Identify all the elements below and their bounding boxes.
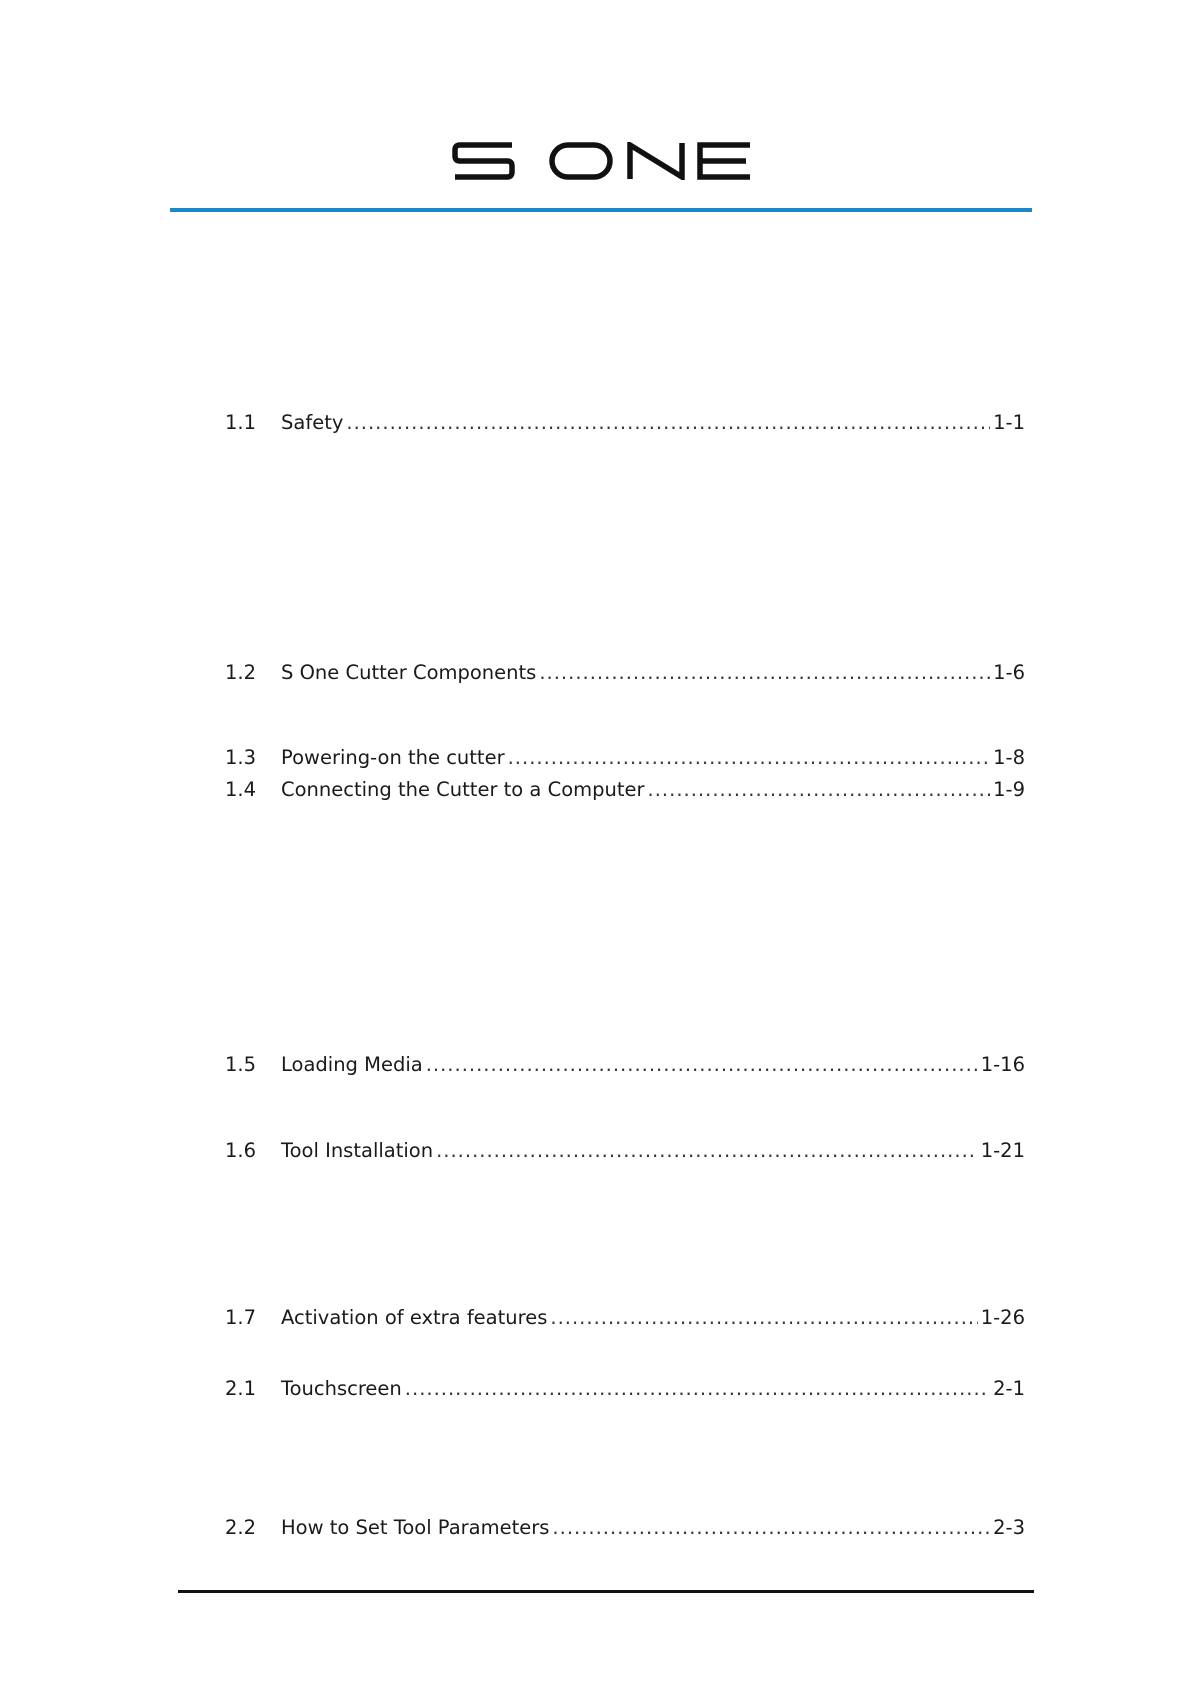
toc-entry[interactable]	[225, 1136, 1025, 1166]
toc-entry-number: 1.7	[225, 1306, 257, 1329]
toc-entry-page: 1-26	[980, 1306, 1025, 1329]
toc-entry[interactable]	[225, 743, 1025, 773]
toc-entry-number: 1.1	[225, 411, 257, 434]
toc-entry-title: Safety	[281, 411, 344, 434]
toc-entry-title: Loading Media	[281, 1053, 423, 1076]
toc-entry-page: 1-1	[993, 411, 1025, 434]
s-one-logo	[452, 142, 754, 180]
footer-rule	[178, 1590, 1034, 1593]
toc-entry-title: Tool Installation	[281, 1139, 434, 1162]
toc-entry[interactable]	[225, 1513, 1025, 1543]
toc-entry-number: 2.2	[225, 1516, 257, 1539]
toc-leader-dots	[648, 775, 991, 805]
toc-entry-number: 1.4	[225, 778, 257, 801]
toc-entry-page: 2-3	[993, 1516, 1025, 1539]
toc-entry-title: Touchscreen	[281, 1377, 402, 1400]
toc-entry[interactable]	[225, 658, 1025, 688]
toc-entry-page: 1-6	[993, 661, 1025, 684]
toc-leader-dots	[552, 1513, 990, 1543]
toc-entry-title: S One Cutter Components	[281, 661, 537, 684]
toc-entry-page: 1-16	[980, 1053, 1025, 1076]
toc-entry[interactable]	[225, 1050, 1025, 1080]
toc-leader-dots	[508, 743, 991, 773]
toc-entry-title: How to Set Tool Parameters	[281, 1516, 550, 1539]
header-rule	[170, 208, 1032, 212]
toc-leader-dots	[426, 1050, 978, 1080]
toc-leader-dots	[436, 1136, 978, 1166]
toc-entry-page: 1-8	[993, 746, 1025, 769]
toc-entry-page: 1-9	[993, 778, 1025, 801]
s-one-logo-graphic	[452, 142, 754, 180]
toc-entry[interactable]	[225, 775, 1025, 805]
toc-leader-dots	[405, 1374, 990, 1404]
toc-entry-page: 1-21	[980, 1139, 1025, 1162]
toc-entry-number: 1.3	[225, 746, 257, 769]
toc-entry-title: Activation of extra features	[281, 1306, 548, 1329]
toc-entry[interactable]	[225, 1374, 1025, 1404]
toc-entry-number: 2.1	[225, 1377, 257, 1400]
toc-entry-page: 2-1	[993, 1377, 1025, 1400]
toc-entry-title: Powering-on the cutter	[281, 746, 505, 769]
toc-leader-dots	[550, 1303, 977, 1333]
toc-entry[interactable]	[225, 1303, 1025, 1333]
toc-entry-title: Connecting the Cutter to a Computer	[281, 778, 645, 801]
toc-entry-number: 1.6	[225, 1139, 257, 1162]
toc-leader-dots	[346, 408, 990, 438]
toc-entry-number: 1.2	[225, 661, 257, 684]
toc-entry-number: 1.5	[225, 1053, 257, 1076]
toc-leader-dots	[539, 658, 990, 688]
toc-entry[interactable]	[225, 408, 1025, 438]
